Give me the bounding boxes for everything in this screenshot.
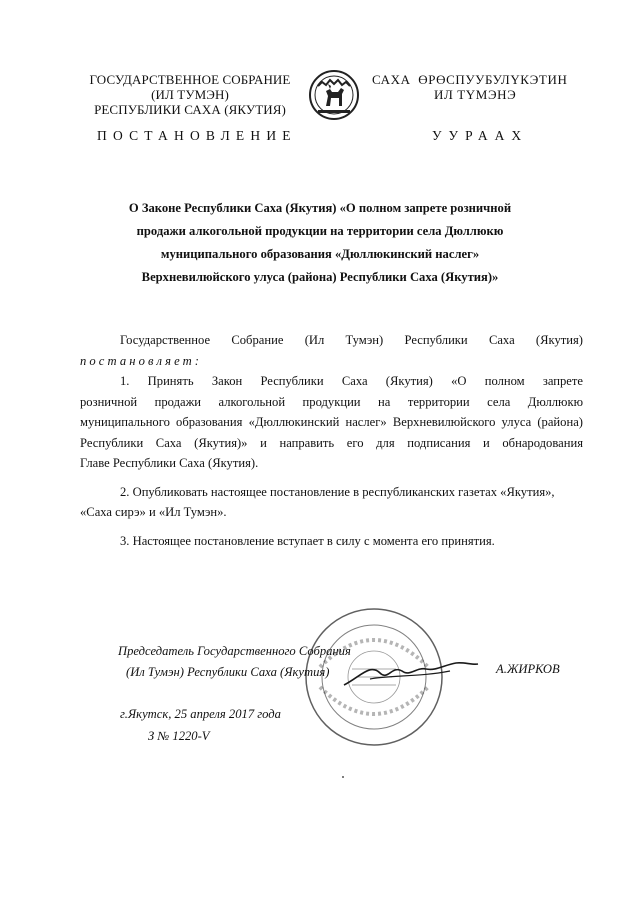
coat-of-arms-emblem-icon [304,64,364,124]
item1-line3: муниципального образования «Дюллюкинский наслег» Верхневилюйского улуса (района) [80,415,583,429]
title-line2: продажи алкогольной продукции на территории села Дюллюкю [136,224,504,238]
header-left-line2: (ИЛ ТУМЭН) [151,87,229,102]
intro-line1: Государственное Собрание (Ил Тумэн) Республики Саха (Якутия) [120,333,583,347]
header-right-yakut [372,72,582,102]
item1-line1: 1. Принять Закон Республики Саха (Якутия) «О полном запрете [120,374,583,388]
item1-line2: розничной продажи алкогольной продукции на территории села Дюллюкю [80,394,583,409]
item3-line: 3. Настоящее постановление вступает в силу с момента его принятия. [120,533,495,548]
item2-line1: 2. Опубликовать настоящее постановление в республиканских газетах «Якутия», [120,484,555,499]
signatory-line1: Председатель Государственного Собрания [118,644,351,658]
item1-line5: Главе Республики Саха (Якутия). [80,456,259,470]
document-number: З № 1220-V [148,729,210,743]
header-right-line1: САХА ӨРӨСПУУБУЛҮКЭТИН [372,72,568,87]
item1-line4: Республики Саха (Якутия)» и направить его для подписания и обнародования [80,435,583,450]
document-body [80,330,583,551]
title-line3: муниципального образования «Дюллюкинский наслег» [160,247,480,261]
item2-line2: «Саха сирэ» и «Ил Тумэн». [80,505,227,519]
signatory-line2: (Ил Тумэн) Республики Саха (Якутия) [126,664,330,679]
title-line4: Верхневилюйского улуса (района) Республики Саха (Якутия)» [141,270,499,284]
header-right-line2: ИЛ ТҮМЭНЭ [434,87,517,102]
title-line1: О Законе Республики Саха (Якутия) «О полном запрете розничной [128,201,512,215]
header-left-line1: ГОСУДАРСТВЕННОЕ СОБРАНИЕ [89,72,291,87]
header-left-russian [80,72,300,117]
header-left-line3: РЕСПУБЛИКИ САХА (ЯКУТИЯ) [94,102,286,117]
doc-type-yakut: УУРААХ [432,128,529,143]
document-title [100,197,540,289]
signatory-name: А.ЖИРКОВ [496,662,560,676]
intro-verb: постановляет: [80,353,203,368]
scan-speck [342,776,344,778]
doc-type-russian: ПОСТАНОВЛЕНИЕ [97,128,297,143]
place-and-date: г.Якутск, 25 апреля 2017 года [120,707,281,721]
